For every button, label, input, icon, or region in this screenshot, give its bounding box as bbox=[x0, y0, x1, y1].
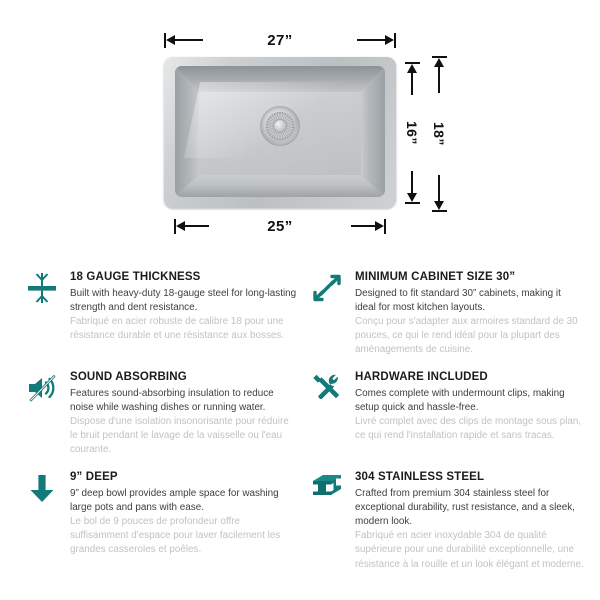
dimension-arrow-up-icon bbox=[407, 64, 417, 73]
dimension-lead-right bbox=[351, 225, 375, 227]
feature-item-minimum-cabinet-size bbox=[299, 262, 584, 362]
dimension-lead-right bbox=[357, 39, 385, 41]
feature-title: 9” DEEP bbox=[70, 471, 118, 483]
dimension-arrow-down-icon bbox=[407, 193, 417, 202]
basin-wall-bottom bbox=[175, 175, 385, 197]
thickness-caliper-icon bbox=[14, 262, 70, 312]
feature-description-en: Designed to fit standard 30” cabinets, making it ideal for most kitchen layouts. bbox=[355, 288, 561, 314]
feature-list bbox=[0, 262, 600, 570]
feature-description-en: Crafted from premium 304 stainless steel for exceptional durability, rust resistance, and a sleek, modern look. bbox=[355, 488, 575, 528]
feature-text bbox=[355, 362, 584, 443]
dimension-lead-top bbox=[411, 73, 413, 95]
feature-item-304-stainless-steel bbox=[299, 462, 584, 570]
feature-text bbox=[355, 262, 584, 358]
feature-title: SOUND ABSORBING bbox=[70, 371, 187, 383]
sink-basin bbox=[175, 66, 385, 197]
feature-description-en: Comes complete with undermount clips, making setup quick and hassle-free. bbox=[355, 388, 565, 414]
feature-text bbox=[355, 462, 584, 572]
sink-illustration bbox=[164, 57, 396, 208]
dimension-tick-right bbox=[394, 33, 396, 48]
dimension-arrow-left-icon bbox=[166, 35, 175, 45]
product-dimension-diagram bbox=[0, 0, 600, 258]
feature-title: HARDWARE INCLUDED bbox=[355, 371, 488, 383]
feature-text bbox=[70, 262, 299, 343]
feature-item-18-gauge-thickness bbox=[14, 262, 299, 362]
dimension-arrow-right-icon bbox=[375, 221, 384, 231]
feature-item-hardware-included bbox=[299, 362, 584, 462]
dimension-lead-left bbox=[185, 225, 209, 227]
wrench-screwdriver-icon bbox=[299, 362, 355, 412]
dimension-arrow-left-icon bbox=[176, 221, 185, 231]
feature-description-en: Built with heavy-duty 18-gauge steel for long-lasting strength and dent resistance. bbox=[70, 288, 297, 314]
dimension-arrow-down-icon bbox=[434, 201, 444, 210]
dimension-bottom-width bbox=[174, 216, 386, 236]
feature-description-en: 9” deep bowl provides ample space for washing large pots and pans with ease. bbox=[70, 488, 279, 514]
feature-description-fr: Fabriqué en acier inoxydable 304 de qualité supérieure pour une durabilité exceptionnelle, une résistance à la rouille et un look élégant et moderne. bbox=[355, 530, 584, 570]
feature-description-fr: Livré complet avec des clips de montage sous plan, ce qui rend l'installation rapide et sans tracas. bbox=[355, 416, 582, 442]
feature-item-sound-absorbing bbox=[14, 362, 299, 462]
feature-text bbox=[70, 462, 299, 558]
drain-strainer-ring bbox=[266, 112, 294, 140]
feature-description-fr: Dispose d'une isolation insonorisante pour réduire le bruit pendant le lavage de la vaisselle ou l'eau courante. bbox=[70, 416, 289, 456]
feature-description-fr: Conçu pour s'adapter aux armoires standard de 30 pouces, ce qui le rend idéal pour la plupart des aménagements de cuisine. bbox=[355, 316, 578, 356]
feature-description-fr: Le bol de 9 pouces de profondeur offre suffisamment d'espace pour laver facilement les grandes casseroles et poêles. bbox=[70, 516, 281, 556]
dimension-label-top-width: 27” bbox=[267, 31, 293, 49]
dimension-outer-height bbox=[428, 56, 450, 212]
dimension-lead-top bbox=[438, 67, 440, 93]
dimension-label-bottom-width: 25” bbox=[267, 217, 293, 235]
dimension-tick-right bbox=[384, 219, 386, 234]
basin-wall-top bbox=[175, 66, 385, 92]
dimension-label-inner-height: 16” bbox=[404, 121, 420, 145]
dimension-arrow-right-icon bbox=[385, 35, 394, 45]
dimension-lead-left bbox=[175, 39, 203, 41]
dimension-top-width bbox=[164, 30, 396, 50]
feature-description-en: Features sound-absorbing insulation to reduce noise while washing dishes or running water. bbox=[70, 388, 274, 414]
dimension-label-outer-height: 18” bbox=[431, 122, 447, 146]
drain-center-hub bbox=[274, 120, 286, 132]
expand-arrows-icon bbox=[299, 262, 355, 312]
dimension-arrow-up-icon bbox=[434, 58, 444, 67]
steel-ibeam-icon bbox=[299, 462, 355, 512]
dimension-tick-bottom bbox=[405, 202, 420, 204]
feature-title: 304 STAINLESS STEEL bbox=[355, 471, 485, 483]
sink-drain-icon bbox=[261, 107, 299, 145]
feature-text bbox=[70, 362, 299, 458]
dimension-inner-height bbox=[401, 62, 423, 204]
feature-description-fr: Fabriqué en acier robuste de calibre 18 pour une résistance durable et une résistance aux bosses. bbox=[70, 316, 285, 342]
down-arrow-icon bbox=[14, 462, 70, 512]
dimension-tick-bottom bbox=[432, 210, 447, 212]
dimension-lead-bottom bbox=[438, 175, 440, 201]
dimension-lead-bottom bbox=[411, 171, 413, 193]
feature-title: 18 GAUGE THICKNESS bbox=[70, 271, 201, 283]
speaker-muted-icon bbox=[14, 362, 70, 412]
feature-title: MINIMUM CABINET SIZE 30” bbox=[355, 271, 516, 283]
feature-item-9-inch-deep bbox=[14, 462, 299, 562]
